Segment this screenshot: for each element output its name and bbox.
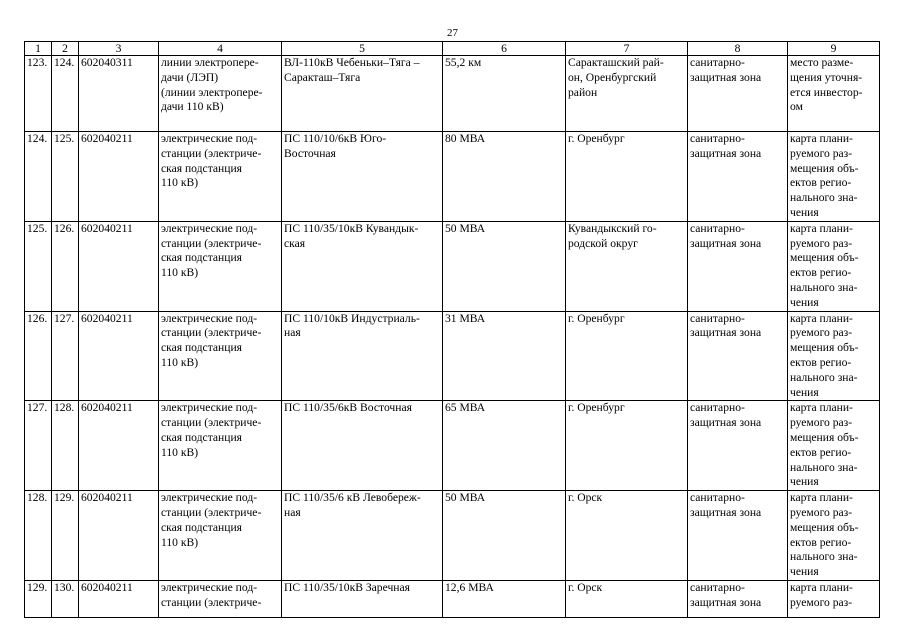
table-row <box>25 132 880 222</box>
cell-row-number: 123. <box>25 56 52 132</box>
cell-item-number: 126. <box>52 221 79 311</box>
cell-object-name: ВЛ-110кВ Чебеньки–Тяга – Саракташ–Тяга <box>282 56 443 132</box>
cell-object-name: ПС 110/10/6кВ Юго- Восточная <box>282 132 443 222</box>
cell-code: 602040211 <box>79 221 159 311</box>
cell-capacity: 50 МВА <box>443 491 566 581</box>
page-number: 27 <box>447 27 458 39</box>
cell-row-number: 125. <box>25 221 52 311</box>
cell-location: г. Орск <box>566 580 688 617</box>
cell-capacity: 50 МВА <box>443 221 566 311</box>
cell-object-type: электрические под- станции (электриче- ская подстанция 110 кВ) <box>159 221 282 311</box>
cell-code: 602040211 <box>79 401 159 491</box>
cell-object-type: электрические под- станции (электриче- <box>159 580 282 617</box>
cell-item-number: 125. <box>52 132 79 222</box>
cell-note: карта плани- руемого раз- мещения объ- ектов регио- нального зна- чения <box>788 311 880 401</box>
column-header: 7 <box>566 42 688 56</box>
column-header: 6 <box>443 42 566 56</box>
cell-note: карта плани- руемого раз- <box>788 580 880 617</box>
cell-code: 602040211 <box>79 580 159 617</box>
cell-code: 602040211 <box>79 491 159 581</box>
cell-zone: санитарно- защитная зона <box>688 401 788 491</box>
cell-row-number: 129. <box>25 580 52 617</box>
cell-object-type: электрические под- станции (электриче- ская подстанция 110 кВ) <box>159 491 282 581</box>
column-header: 9 <box>788 42 880 56</box>
cell-code: 602040311 <box>79 56 159 132</box>
cell-item-number: 130. <box>52 580 79 617</box>
cell-location: г. Оренбург <box>566 311 688 401</box>
cell-location: г. Оренбург <box>566 401 688 491</box>
cell-capacity: 12,6 МВА <box>443 580 566 617</box>
cell-object-name: ПС 110/35/10кВ Заречная <box>282 580 443 617</box>
cell-zone: санитарно- защитная зона <box>688 580 788 617</box>
column-header: 1 <box>25 42 52 56</box>
table-row <box>25 580 880 617</box>
cell-note: карта плани- руемого раз- мещения объ- ектов регио- нального зна- чения <box>788 132 880 222</box>
column-header: 8 <box>688 42 788 56</box>
cell-row-number: 126. <box>25 311 52 401</box>
cell-zone: санитарно- защитная зона <box>688 491 788 581</box>
cell-zone: санитарно- защитная зона <box>688 132 788 222</box>
column-header: 4 <box>159 42 282 56</box>
cell-row-number: 124. <box>25 132 52 222</box>
cell-row-number: 128. <box>25 491 52 581</box>
column-header: 3 <box>79 42 159 56</box>
cell-capacity: 31 МВА <box>443 311 566 401</box>
cell-item-number: 124. <box>52 56 79 132</box>
cell-object-name: ПС 110/10кВ Индустриаль- ная <box>282 311 443 401</box>
cell-note: карта плани- руемого раз- мещения объ- ектов регио- нального зна- чения <box>788 491 880 581</box>
cell-item-number: 127. <box>52 311 79 401</box>
cell-item-number: 128. <box>52 401 79 491</box>
cell-object-type: линии электропере- дачи (ЛЭП) (линии электропере- дачи 110 кВ) <box>159 56 282 132</box>
cell-object-name: ПС 110/35/10кВ Кувандык- ская <box>282 221 443 311</box>
column-header: 2 <box>52 42 79 56</box>
cell-object-name: ПС 110/35/6кВ Восточная <box>282 401 443 491</box>
cell-location: г. Орск <box>566 491 688 581</box>
table-header-row <box>25 42 880 56</box>
cell-location: г. Оренбург <box>566 132 688 222</box>
cell-capacity: 65 МВА <box>443 401 566 491</box>
table-row <box>25 491 880 581</box>
cell-location: Кувандыкский го- родской округ <box>566 221 688 311</box>
table-row <box>25 401 880 491</box>
cell-code: 602040211 <box>79 132 159 222</box>
cell-capacity: 55,2 км <box>443 56 566 132</box>
table-row <box>25 311 880 401</box>
table-row <box>25 56 880 132</box>
cell-object-name: ПС 110/35/6 кВ Левобереж- ная <box>282 491 443 581</box>
cell-note: место разме- щения уточня- ется инвестор- ом <box>788 56 880 132</box>
cell-location: Саракташский рай- он, Оренбургский район <box>566 56 688 132</box>
cell-capacity: 80 МВА <box>443 132 566 222</box>
table-row <box>25 221 880 311</box>
registry-table <box>24 41 880 618</box>
cell-zone: санитарно- защитная зона <box>688 56 788 132</box>
cell-object-type: электрические под- станции (электриче- ская подстанция 110 кВ) <box>159 401 282 491</box>
cell-code: 602040211 <box>79 311 159 401</box>
cell-object-type: электрические под- станции (электриче- ская подстанция 110 кВ) <box>159 311 282 401</box>
cell-object-type: электрические под- станции (электриче- ская подстанция 110 кВ) <box>159 132 282 222</box>
cell-note: карта плани- руемого раз- мещения объ- ектов регио- нального зна- чения <box>788 221 880 311</box>
column-header: 5 <box>282 42 443 56</box>
cell-note: карта плани- руемого раз- мещения объ- ектов регио- нального зна- чения <box>788 401 880 491</box>
cell-zone: санитарно- защитная зона <box>688 311 788 401</box>
cell-row-number: 127. <box>25 401 52 491</box>
cell-zone: санитарно- защитная зона <box>688 221 788 311</box>
cell-item-number: 129. <box>52 491 79 581</box>
